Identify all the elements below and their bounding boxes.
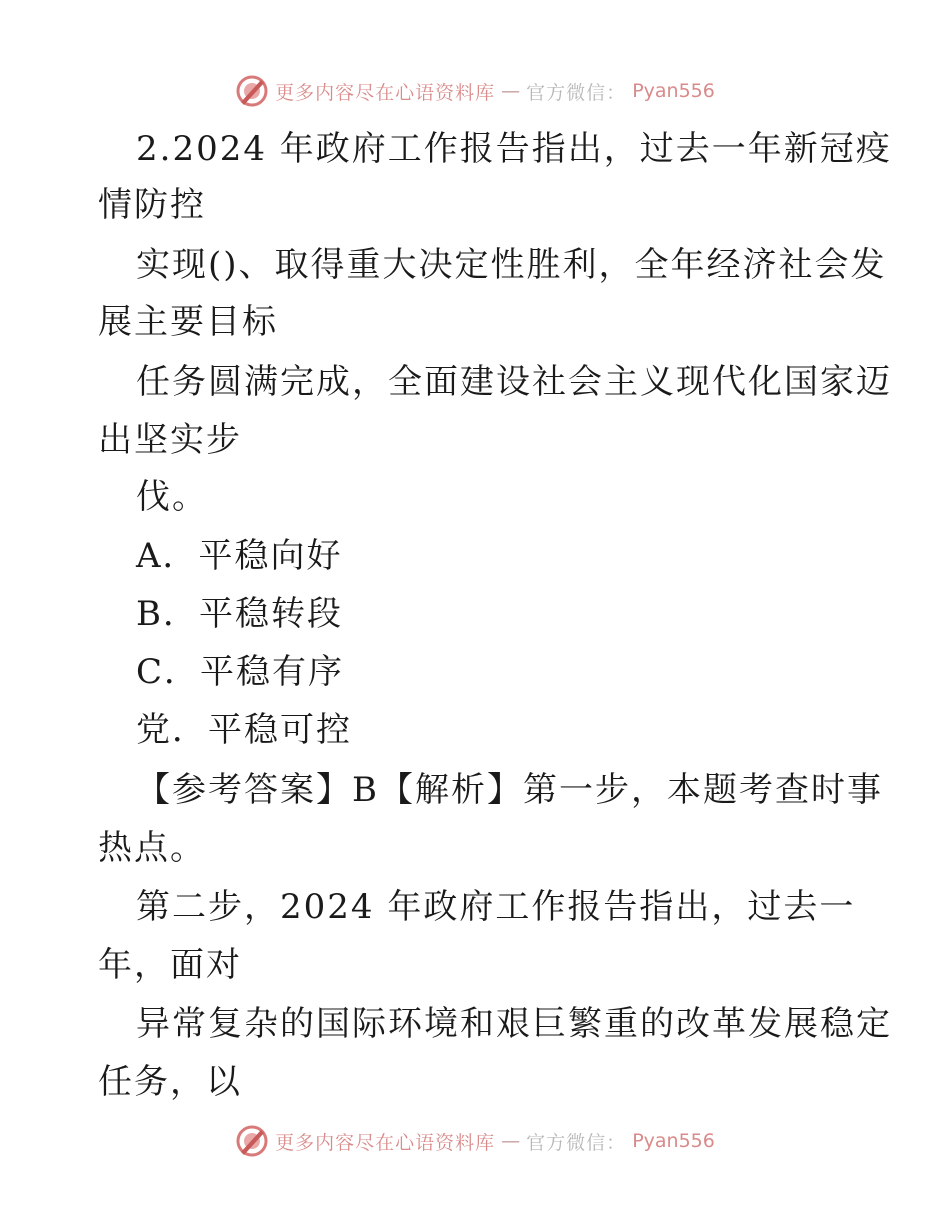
question-stem-line: 任务圆满完成，全面建设社会主义现代化国家迈	[136, 362, 892, 402]
question-stem-line: 伐。	[136, 477, 208, 517]
analysis-line: 第二步，2024 年政府工作报告指出，过去一	[136, 887, 856, 927]
option-a: A．平稳向好	[136, 536, 343, 576]
watermark-dash: —	[501, 1130, 521, 1152]
analysis-line: 异常复杂的国际环境和艰巨繁重的改革发展稳定	[136, 1004, 892, 1044]
option-c: C．平稳有序	[136, 652, 345, 692]
question-stem-line: 实现()、取得重大决定性胜利，全年经济社会发	[136, 245, 887, 285]
question-stem-line: 展主要目标	[98, 302, 278, 342]
watermark-sub-text: 官方微信：	[526, 81, 627, 104]
analysis-line: 【参考答案】B【解析】第一步，本题考查时事	[136, 770, 883, 810]
watermark-main-text: 更多内容尽在心语资料库	[275, 81, 496, 104]
option-d: 党．平稳可控	[136, 710, 352, 750]
question-stem-line: 2.2024 年政府工作报告指出，过去一年新冠疫	[136, 129, 892, 169]
watermark-dash: —	[501, 80, 521, 102]
footer-watermark	[0, 1121, 950, 1161]
analysis-line: 热点。	[98, 828, 206, 868]
watermark-wechat-id: Pyan556	[632, 80, 715, 102]
pen-logo-icon	[235, 1124, 269, 1158]
option-b: B．平稳转段	[136, 594, 343, 634]
watermark-main-text: 更多内容尽在心语资料库	[275, 1131, 496, 1154]
analysis-line: 任务，以	[98, 1062, 242, 1102]
question-stem-line: 情防控	[98, 185, 206, 225]
watermark-wechat-id: Pyan556	[632, 1130, 715, 1152]
analysis-line: 年，面对	[98, 945, 242, 985]
watermark-sub-text: 官方微信：	[526, 1131, 627, 1154]
question-stem-line: 出坚实步	[98, 420, 242, 460]
